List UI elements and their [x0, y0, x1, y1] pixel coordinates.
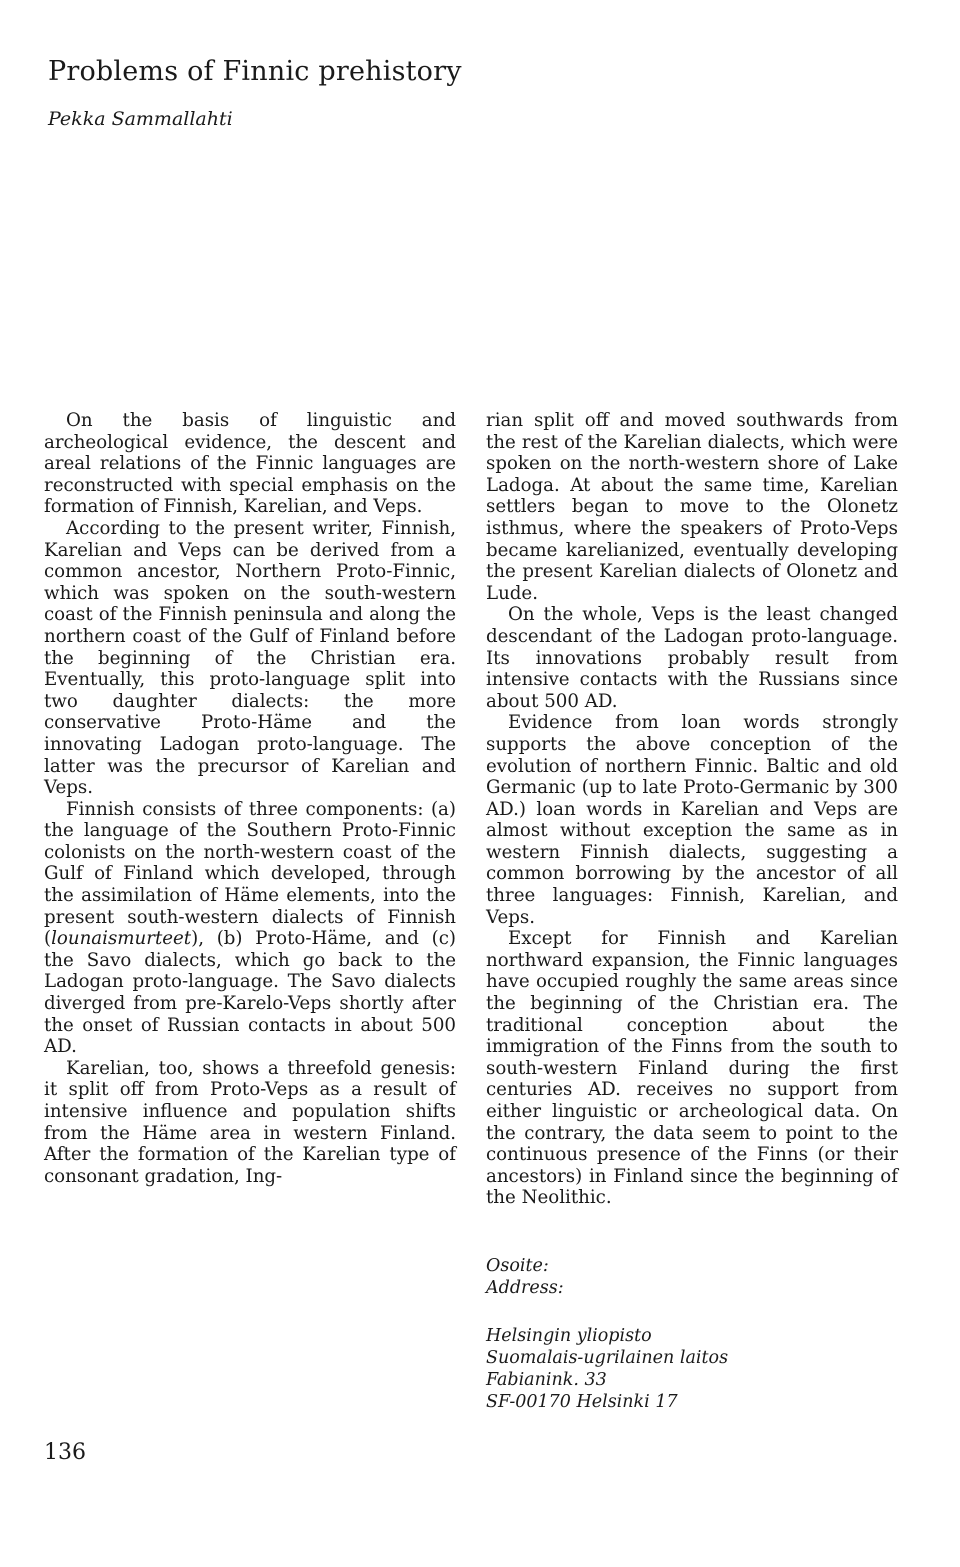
address-line: Fabianink. 33: [486, 1370, 607, 1390]
article-title: Problems of Finnic prehistory: [48, 56, 462, 87]
italic-term: lounaismurteet: [51, 928, 192, 950]
address-label-finnish: Osoite:: [486, 1256, 549, 1276]
text-column-right: [486, 410, 898, 1209]
abstract-paragraph: On the basis of linguistic and archeological evidence, the descent and areal relations of the Finnic languages are reconstructed with special emphasis on the formation of Finnish, Karelian, and Veps.: [44, 410, 456, 518]
address-line: Helsingin yliopisto: [486, 1326, 652, 1346]
article-author: Pekka Sammallahti: [48, 108, 233, 130]
body-paragraph-continued: rian split off and moved southwards from the rest of the Karelian dialects, which were spoken on the north-western shore of Lake Ladoga. At about the same time, Karelian settlers began to move to the Olonetz isthmus, where the speakers of Proto-Veps became karelianized, eventually developing the present Karelian dialects of Olonetz and Lude.: [486, 410, 898, 604]
body-paragraph: [44, 799, 456, 1058]
author-address: [486, 1255, 728, 1413]
page-number: 136: [44, 1440, 86, 1465]
paragraph-text: ), (b) Proto-Häme, and (c) the Savo dialects, which go back to the Ladogan proto-language. The Savo dialects diverged from pre-Karelo-Veps shortly after the onset of Russian contacts in about 500 AD.: [44, 928, 456, 1058]
address-line: SF-00170 Helsinki 17: [486, 1392, 678, 1412]
address-line: Suomalais-ugrilainen laitos: [486, 1348, 729, 1368]
address-label-english: Address:: [486, 1278, 564, 1298]
body-paragraph: Karelian, too, shows a threefold genesis: it split off from Proto-Veps as a result of intensive influence and population shifts from the Häme area in western Finland. After the formation of the Karelian type of consonant gradation, Ing-: [44, 1057, 456, 1187]
body-paragraph: Except for Finnish and Karelian northward expansion, the Finnic languages have occupied roughly the same areas since the beginning of the Christian era. The traditional conception about the immigration of the Finns from the south to south-western Finland during the first centuries AD. receives no support from either linguistic or archeological data. On the contrary, the data seem to point to the continuous presence of the Finns (or their ancestors) in Finland since the beginning of the Neolithic.: [486, 928, 898, 1209]
body-paragraph: On the whole, Veps is the least changed descendant of the Ladogan proto-language. Its innovations probably result from intensive contacts with the Russians since about 500 AD.: [486, 604, 898, 712]
paragraph-text: Finnish consists of three components: (a) the language of the Southern Proto-Finnic colonists on the north-western coast of the Gulf of Finland which developed, through the assimilation of Häme elements, into the present south-western dialects of Finnish (: [44, 798, 456, 950]
text-column-left: [44, 410, 456, 1187]
body-paragraph: According to the present writer, Finnish, Karelian and Veps can be derived from a common ancestor, Northern Proto-Finnic, which was spoken on the south-western coast of the Finnish peninsula and along the northern coast of the Gulf of Finland before the beginning of the Christian era. Eventually, this proto-language split into two daughter dialects: the more conservative Proto-Häme and the innovating Ladogan proto-language. The latter was the precursor of Karelian and Veps.: [44, 517, 456, 799]
body-paragraph: Evidence from loan words strongly supports the above conception of the evolution of northern Finnic. Baltic and old Germanic (up to late Proto-Germanic by 300 AD.) loan words in Karelian and Veps are almost without exception the same as in western Finnish dialects, suggesting a common borrowing by the ancestor of all three languages: Finnish, Karelian, and Veps.: [486, 712, 898, 928]
